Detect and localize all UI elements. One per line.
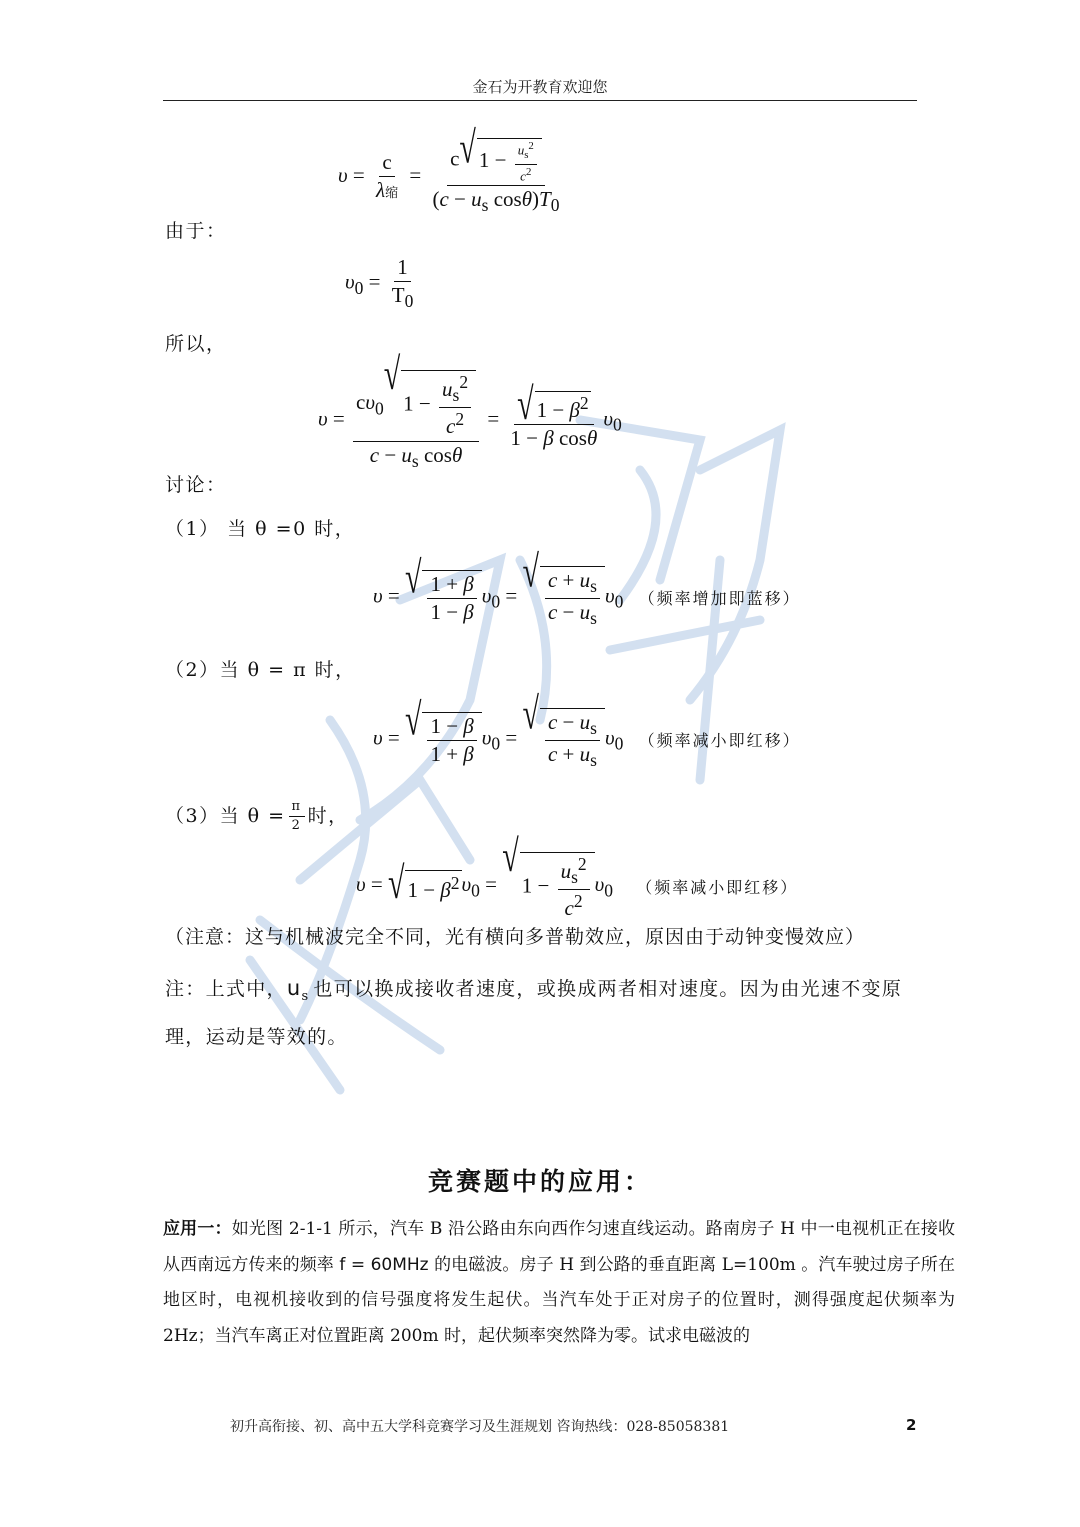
- paragraph-case1: （1） 当 θ =0 时，: [165, 518, 356, 540]
- case3-suffix: 时，: [307, 804, 349, 827]
- equation-frequency-period: $\upsilon_0$ = $\frac{1}{T_0}$: [345, 255, 414, 312]
- application-frequency: f = 60MHz: [339, 1254, 429, 1275]
- paragraph-note2: [165, 968, 965, 1057]
- section-title: 竞赛题中的应用：: [427, 1167, 652, 1196]
- paragraph-case3: [165, 800, 349, 834]
- note2-us-sub: s: [301, 988, 310, 1004]
- page-number: 2: [906, 1416, 917, 1434]
- application-paragraph: [163, 1212, 955, 1355]
- equation-case2: υ = √ $\frac{1 - \beta}{1 + \beta}$ $\upsilon_0$ = √ $\frac{c - u_s}{c + u_s}$ $\upsilon_0$ （频率减小即红移）: [373, 689, 801, 771]
- equation-doppler-general: υ = $c\upsilon_0$ √ 1 − $\frac{u_s^2}{c^2}$ $c - u_s$ cosθ = √ $1 - \beta^2$ 1 − β cosθ $\upsilon_0$: [318, 349, 622, 471]
- note-blueshift: （频率增加即蓝移）: [638, 588, 801, 608]
- case3-prefix: （3）当 θ =: [165, 804, 286, 827]
- page-header-title: 金石为开教育欢迎您: [472, 78, 608, 96]
- application-text-1: 如光图 2-1-1 所示，汽车 B 沿公路由东向西作匀速直线运动。路南房子 H 中一电视机正在接收从西南远方传来的频率: [163, 1219, 955, 1275]
- note-redshift-1: （频率减小即红移）: [638, 730, 801, 750]
- paragraph-youyu: 由于：: [165, 220, 227, 242]
- footer-text: 初升高衔接、初、高中五大学科竞赛学习及生涯规划 咨询热线：028-85058381: [230, 1419, 730, 1435]
- equation-frequency-lambda: υ = $\frac{c}{\text{λ缩}}$ = c √ 1 − $\frac{u_s^2}{c^2}$ ($c - u_s$ $\cos\theta)T_0$: [338, 123, 560, 216]
- application-label: 应用一：: [163, 1219, 232, 1239]
- header-divider: [163, 100, 917, 101]
- note-redshift-2: （频率减小即红移）: [636, 877, 799, 897]
- case3-fraction-num: π: [289, 800, 305, 817]
- application-text-2: 的电磁波。房子 H 到公路的垂直距离 L=100m 。汽车驶过房子所在地区时，电视机接收到的信号强度将发生起伏。当汽车处于正对房子的位置时，测得强度起伏频率为 2Hz；当汽车离正对位置距离 200m 时，起伏频率突然降为零。试求电磁波的: [163, 1254, 955, 1347]
- paragraph-case2: （2）当 θ = π 时，: [165, 659, 356, 681]
- paragraph-note1: （注意：这与机械波完全不同，光有横向多普勒效应，原因由于动钟变慢效应）: [165, 926, 866, 948]
- equation-case1: υ = √ $\frac{1 + \beta}{1 - \beta}$ $\upsilon_0$ = √ $\frac{c + u_s}{c - u_s}$ $\upsilon_0$ （频率增加即蓝移）: [373, 547, 801, 629]
- case3-fraction-den: 2: [291, 818, 302, 834]
- note2-us: u: [286, 976, 302, 1000]
- note2-line1-rest: 也可以换成接收者速度，或换成两者相对速度。因为由光速不变原: [313, 978, 903, 1000]
- note2-line2: 理，运动是等效的。: [165, 1025, 348, 1048]
- paragraph-taolun: 讨论：: [165, 474, 227, 496]
- note2-prefix: 注：上式中，: [165, 978, 287, 1000]
- paragraph-suoyi: 所以，: [165, 333, 227, 355]
- equation-case3: υ = √ $1 - \beta^2$ $\upsilon_0$ = √ 1 − $\frac{u_s^2}{c^2}$ $\upsilon_0$ （频率减小即红移）: [356, 831, 799, 921]
